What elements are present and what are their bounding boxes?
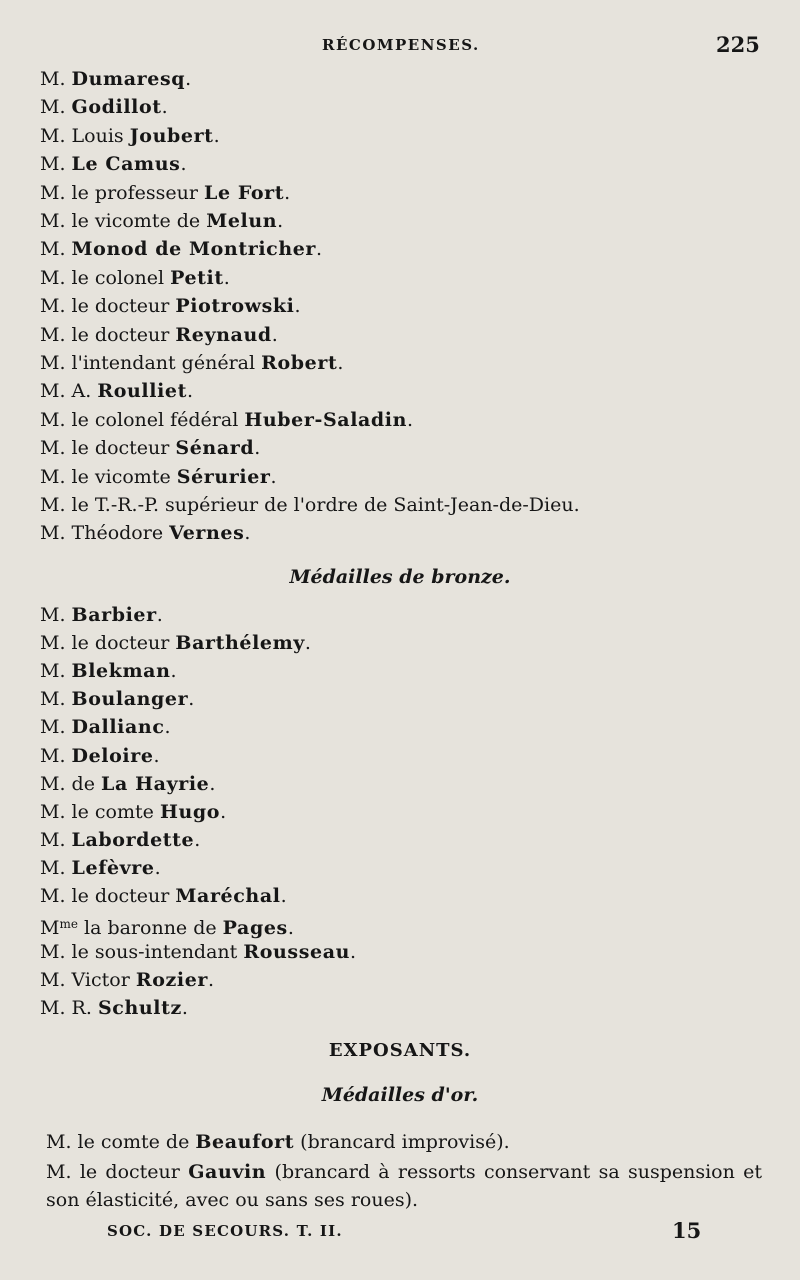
entry-title: le comte de <box>77 1131 190 1153</box>
award-entry <box>40 378 193 404</box>
entry-name: Labordette <box>71 828 195 851</box>
entry-prefix: M. <box>40 323 66 346</box>
award-entry <box>40 799 226 825</box>
entry-suffix: . <box>220 800 227 823</box>
entry-title: le professeur <box>71 181 198 204</box>
entry-name: Pages <box>222 917 288 940</box>
entry-name: Maréchal <box>175 885 281 907</box>
entry-suffix: . <box>316 238 323 261</box>
entry-title: la baronne de <box>84 917 217 940</box>
entry-name: Reynaud <box>175 323 272 346</box>
award-entry <box>40 967 214 993</box>
entry-name: Rozier <box>135 969 209 992</box>
entry-title: le docteur <box>71 323 170 346</box>
entry-name: Godillot <box>71 96 162 119</box>
award-entry <box>40 995 188 1021</box>
entry-prefix: M. <box>40 380 66 403</box>
entry-suffix: . <box>271 323 278 346</box>
award-entry <box>40 464 277 490</box>
award-entry <box>40 94 168 120</box>
award-entry <box>40 350 343 376</box>
entry-prefix: M. <box>40 744 66 767</box>
entry-suffix: . <box>164 716 171 739</box>
entry-suffix: . <box>156 604 163 626</box>
entry-suffix: . <box>244 522 251 545</box>
entry-title: le docteur <box>79 1161 180 1183</box>
award-entry <box>40 123 220 149</box>
entry-prefix: M. <box>40 941 66 964</box>
entry-suffix: . <box>185 68 192 90</box>
entry-description: (brancard improvisé). <box>300 1131 510 1153</box>
entry-prefix: M. <box>40 772 66 795</box>
entry-prefix: M. <box>40 266 66 289</box>
entry-name: Beaufort <box>195 1131 295 1153</box>
entry-name: Le Fort <box>203 181 285 204</box>
entry-suffix: . <box>284 181 291 204</box>
entry-suffix: . <box>294 295 301 318</box>
award-entry <box>40 602 163 628</box>
entry-suffix: . <box>280 885 287 907</box>
entry-suffix: . <box>254 437 261 460</box>
award-entry <box>40 714 171 740</box>
entry-name: Huber-Saladin <box>244 408 408 431</box>
footer-signature: SOC. DE SECOURS. T. II. <box>107 1222 343 1240</box>
entry-title: le docteur <box>71 632 170 655</box>
entry-name: Monod de Montricher <box>71 238 317 261</box>
entry-title: Théodore <box>71 522 164 545</box>
entry-suffix: . <box>213 124 220 147</box>
entry-name: Sérurier <box>176 465 271 488</box>
entry-description: (brancard à ressorts conservant sa suspension et son élasticité, avec ou sans ses roues). <box>46 1161 763 1211</box>
footer-number: 15 <box>672 1218 702 1243</box>
award-entry <box>40 407 413 433</box>
entry-name: Barbier <box>71 604 157 626</box>
entry-title: le colonel fédéral <box>71 408 239 431</box>
award-entry <box>40 686 194 712</box>
entry-suffix: . <box>188 688 195 711</box>
entry-prefix: M. <box>40 153 66 176</box>
entry-title: le vicomte de <box>71 210 201 232</box>
entry-title: le T.-R.-P. supérieur de l'ordre de Saint-Jean-de-Dieu. <box>71 494 580 516</box>
running-title: RÉCOMPENSES. <box>322 36 480 54</box>
award-entry <box>40 520 250 546</box>
entry-name: Deloire <box>71 744 154 767</box>
award-entry <box>40 151 187 177</box>
award-entry <box>40 939 356 965</box>
entry-title: R. <box>71 997 92 1020</box>
award-entry <box>40 911 294 941</box>
entry-name: Sénard <box>175 437 255 460</box>
entry-name: Melun <box>206 210 278 232</box>
entry-name: Schultz <box>97 997 182 1020</box>
entry-prefix: M. <box>40 124 66 147</box>
award-entry <box>40 322 278 348</box>
entry-name: Blekman <box>71 660 171 683</box>
running-head <box>0 32 800 58</box>
entry-suffix: . <box>194 828 201 851</box>
entry-suffix: . <box>209 772 216 795</box>
award-entry <box>40 492 580 518</box>
award-entry <box>40 743 160 769</box>
award-entry <box>40 883 287 909</box>
entry-prefix: M. <box>40 856 66 879</box>
entry-suffix: . <box>270 465 277 488</box>
entry-prefix-superscript: me <box>59 917 78 932</box>
entry-prefix: M. <box>40 800 66 823</box>
entry-prefix: M. <box>40 716 66 739</box>
entry-suffix: . <box>407 408 414 431</box>
entry-name: Roulliet <box>97 380 187 403</box>
entry-name: La Hayrie <box>101 772 210 795</box>
award-entry <box>40 827 200 853</box>
entry-name: Boulanger <box>71 688 189 711</box>
entry-suffix: . <box>304 632 311 655</box>
entry-prefix: M. <box>40 295 66 318</box>
award-entry <box>40 293 301 319</box>
entry-title: Victor <box>71 969 130 992</box>
award-entry <box>40 180 290 206</box>
award-entry <box>40 208 283 234</box>
entry-suffix: . <box>161 96 168 119</box>
entry-suffix: . <box>170 660 177 683</box>
section-heading-exposants: EXPOSANTS. <box>328 1040 472 1061</box>
award-entry <box>40 658 177 684</box>
entry-title: Louis <box>71 124 124 147</box>
entry-suffix: . <box>223 266 230 289</box>
entry-prefix: M. <box>40 408 66 431</box>
award-entry <box>40 66 191 92</box>
entry-prefix: M. <box>40 660 66 683</box>
entry-name: Joubert <box>129 124 214 147</box>
entry-title: le docteur <box>71 295 170 318</box>
entry-title: le vicomte <box>71 465 171 488</box>
entry-title: le colonel <box>71 266 165 289</box>
page-number: 225 <box>716 32 760 57</box>
entry-prefix: M. <box>40 238 66 261</box>
entry-prefix: M. <box>40 632 66 655</box>
entry-name: Petit <box>170 266 224 289</box>
entry-prefix: M. <box>40 688 66 711</box>
entry-suffix: . <box>180 153 187 176</box>
entry-prefix: M. <box>40 997 66 1020</box>
award-entry <box>40 265 230 291</box>
entry-prefix: M. <box>40 352 66 374</box>
award-entry <box>40 630 311 656</box>
entry-suffix: . <box>287 917 294 940</box>
entry-prefix: M. <box>40 828 66 851</box>
gold-entry <box>46 1128 762 1156</box>
entry-title: le comte <box>71 800 154 823</box>
entry-title: A. <box>71 380 92 403</box>
entry-title: le sous-intendant <box>71 941 238 964</box>
gold-entry <box>46 1158 762 1214</box>
entry-prefix: M. <box>46 1131 72 1153</box>
entry-name: Lefèvre <box>71 856 155 879</box>
entry-prefix: M. <box>40 437 66 460</box>
section-heading-gold: Médailles d'or. <box>321 1084 479 1106</box>
entry-title: de <box>71 772 95 795</box>
award-entry <box>40 435 260 461</box>
entry-title: l'intendant général <box>71 352 256 374</box>
entry-suffix: . <box>153 744 160 767</box>
entry-name: Hugo <box>159 800 221 823</box>
entry-suffix: . <box>208 969 215 992</box>
entry-name: Vernes <box>169 522 245 545</box>
entry-prefix: M. <box>40 465 66 488</box>
entry-suffix: . <box>277 210 284 232</box>
entry-prefix: M. <box>40 522 66 545</box>
entry-name: Dallianc <box>71 716 165 739</box>
entry-prefix: M. <box>40 210 66 232</box>
entry-suffix: . <box>186 380 194 403</box>
entry-suffix: . <box>350 941 357 964</box>
entry-prefix: M. <box>40 969 66 992</box>
entry-prefix: M. <box>40 885 66 907</box>
entry-name: Barthélemy <box>175 632 305 655</box>
entry-suffix: . <box>181 997 188 1020</box>
entry-name: Piotrowski <box>175 295 295 318</box>
entry-name: Le Camus <box>71 153 181 176</box>
entry-prefix: M. <box>40 96 66 119</box>
entry-suffix: . <box>154 856 161 879</box>
entry-title: le docteur <box>71 437 170 460</box>
entry-name: Gauvin <box>188 1161 267 1183</box>
entry-prefix: M. <box>46 1161 72 1183</box>
entry-name: Rousseau <box>243 941 351 964</box>
entry-name: Robert <box>261 352 338 374</box>
entry-prefix: M. <box>40 494 66 516</box>
award-entry <box>40 771 215 797</box>
entry-name: Dumaresq <box>71 68 186 90</box>
entry-suffix: . <box>337 352 344 374</box>
section-heading-bronze: Médailles de bronze. <box>289 566 511 588</box>
entry-prefix: M <box>40 917 60 940</box>
entry-prefix: M. <box>40 68 66 90</box>
page-footer <box>0 1218 800 1246</box>
award-entry <box>40 855 161 881</box>
entry-prefix: M. <box>40 181 66 204</box>
entry-title: le docteur <box>71 885 170 907</box>
entry-prefix: M. <box>40 604 66 626</box>
award-entry <box>40 236 322 262</box>
